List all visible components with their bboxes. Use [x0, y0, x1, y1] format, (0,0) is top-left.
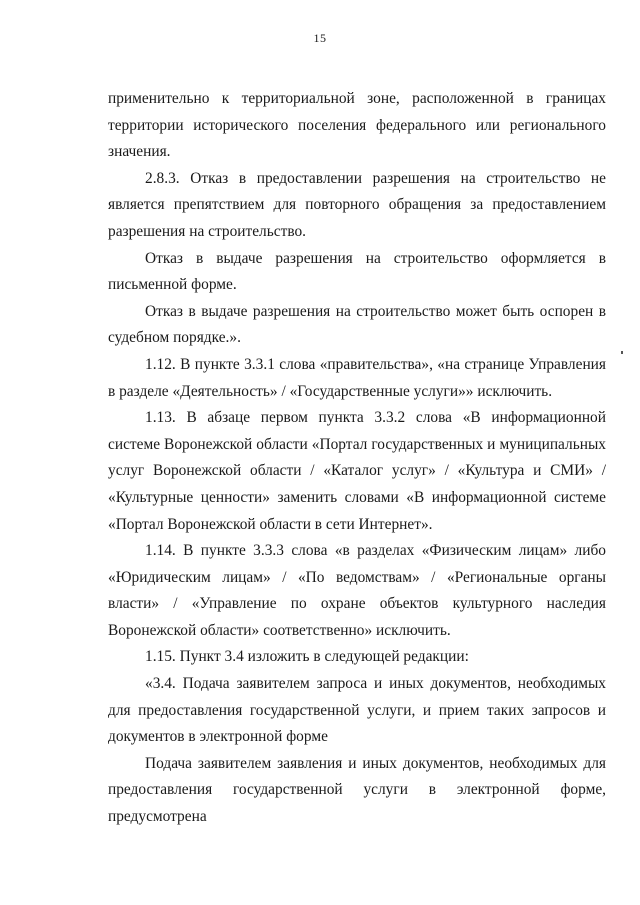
page-number: 15	[313, 31, 327, 45]
paragraph-1-15: 1.15. Пункт 3.4 изложить в следующей редакции:	[145, 648, 469, 666]
document-body	[108, 86, 606, 831]
paragraph-refusal-appeal: Отказ в выдаче разрешения на строительство может быть оспорен в судебном порядке.».	[108, 302, 606, 347]
paragraph-1-14: 1.14. В пункте 3.3.3 слова «в разделах «Физическим лицам» либо «Юридическим лицам» / «По ведомствам» / «Региональные органы власти» / «Управление по охране объектов культурного наследия Воронежской области» соответственно» исключить.	[108, 542, 606, 639]
paragraph-refusal-written: Отказ в выдаче разрешения на строительство оформляется в письменной форме.	[108, 249, 606, 294]
paragraph-2-8-3: 2.8.3. Отказ в предоставлении разрешения на строительство не является препятствием для повторного обращения за предоставлением разрешения на строительство.	[108, 169, 606, 240]
paragraph-continuation: применительно к территориальной зоне, расположенной в границах территории исторического поселения федерального или регионального значения.	[108, 90, 606, 161]
paragraph-1-13: 1.13. В абзаце первом пункта 3.3.2 слова «В информационной системе Воронежской области «Портал государственных и муниципальных услуг Воронежской области / «Каталог услуг» / «Культура и СМИ» / «Культурные ценности» заменить словами «В информационной системе «Портал Воронежской области в сети Интернет».	[108, 409, 606, 533]
paragraph-3-4-heading: «3.4. Подача заявителем запроса и иных документов, необходимых для предоставления государственной услуги, и прием таких запросов и документов в электронной форме	[108, 675, 606, 746]
scan-mark	[621, 351, 623, 354]
paragraph-1-12: 1.12. В пункте 3.3.1 слова «правительства», «на странице Управления в разделе «Деятельность» / «Государственные услуги»» исключить.	[108, 355, 606, 400]
paragraph-submission: Подача заявителем заявления и иных документов, необходимых для предоставления государственной услуги в электронной форме, предусмотрена	[108, 754, 606, 826]
